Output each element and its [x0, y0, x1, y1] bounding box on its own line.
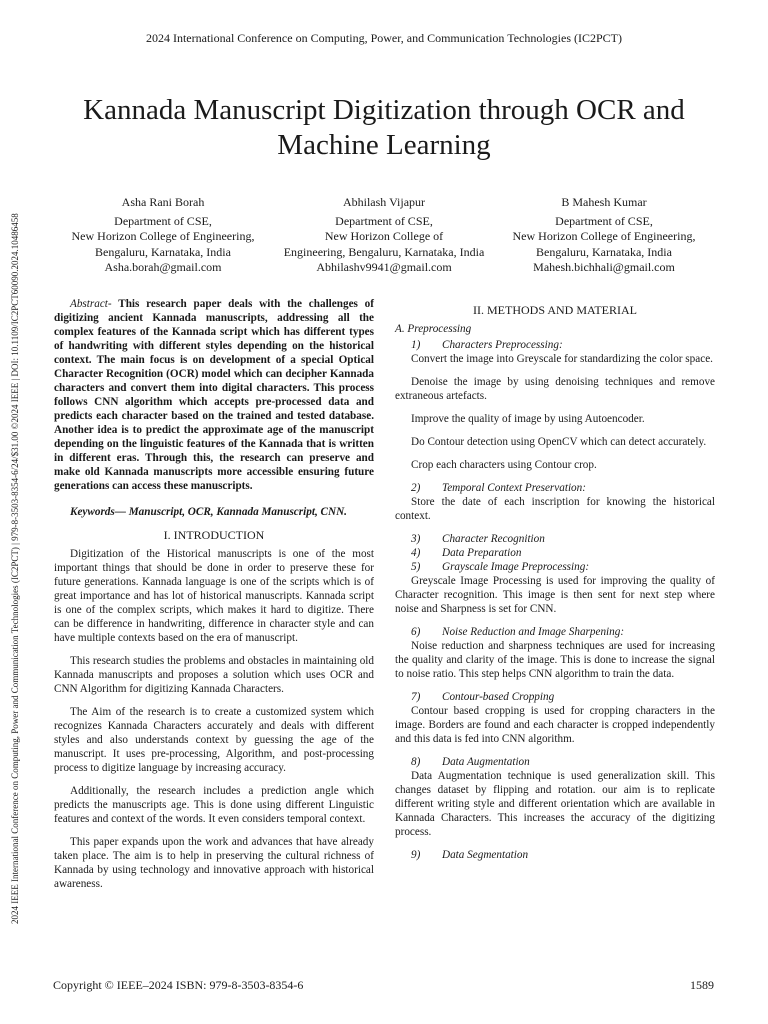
author-name: Asha Rani Borah — [121, 195, 205, 209]
body-paragraph: Contour based cropping is used for cropping characters in the image. Borders are found and each character is cropped independently and this data is fed into CNN algorithm. — [395, 705, 715, 745]
author-dept: Department of CSE, — [335, 213, 433, 228]
item-label: Character Recognition — [442, 533, 545, 545]
author-location: Bengaluru, Karnataka, India — [95, 244, 231, 259]
author-block-2 — [264, 195, 504, 276]
list-item-6 — [395, 625, 715, 639]
list-item-2 — [395, 481, 715, 495]
paper-title: Kannada Manuscript Digitization through OCR and Machine Learning — [83, 94, 685, 161]
body-paragraph: Store the date of each inscription for knowing the historical context. — [395, 496, 715, 522]
item-number: 2) — [411, 482, 421, 494]
author-name: Abhilash Vijapur — [342, 195, 426, 209]
intro-paragraph: Digitization of the Historical manuscripts is one of the most important things that should be done in order to preserve these for future generations. Kannada language is one of the scripts which is of great importance and has lot of historical manuscripts. Kannada script is one of the complex scripts, which makes it hard to digitize. There can be difference in handwriting, difference in character style and can have multiple contexts based on the era of manuscript. — [54, 548, 374, 644]
item-label: Characters Preprocessing: — [442, 339, 563, 351]
body-paragraph: Improve the quality of image by using Autoencoder. — [411, 413, 645, 425]
body-paragraph: Denoise the image by using denoising techniques and remove extraneous artefacts. — [395, 376, 715, 402]
side-doi-text: 2024 IEEE International Conference on Computing, Power and Communication Technologies (IC2PCT) | 979-8-3503-8354-6/24/$31.00 ©2024 IEEE | DOI: 10.1109/IC2PCT60090.2024.10486458 — [10, 213, 20, 924]
author-email: Mahesh.bichhali@gmail.com — [533, 260, 675, 274]
left-column — [54, 297, 374, 900]
body-paragraph: Greyscale Image Processing is used for improving the quality of Character recognition. This image is then sent for next step where noise and Sharpness is set for CNN. — [395, 575, 715, 615]
author-college: New Horizon College of Engineering, — [71, 229, 255, 243]
item-number: 5) — [411, 561, 421, 573]
list-item-4 — [395, 546, 715, 560]
item-label: Noise Reduction and Image Sharpening: — [442, 626, 625, 638]
item-label: Data Augmentation — [442, 756, 530, 768]
intro-heading: I. INTRODUCTION — [163, 528, 265, 542]
body-paragraph: Do Contour detection using OpenCV which can detect accurately. — [411, 436, 707, 448]
list-item-5 — [395, 560, 715, 574]
intro-paragraph: The Aim of the research is to create a customized system which recognizes Kannada Characters accurately and deals with different styles and also understands context by guessing the age of the manuscript. It uses pre-processing, Algorithm, and post-processing process to digitize language by increasing accuracy. — [54, 706, 374, 774]
author-email: Abhilashv9941@gmail.com — [316, 260, 452, 274]
author-college: New Horizon College of — [324, 229, 444, 243]
intro-paragraph: This research studies the problems and obstacles in maintaining old Kannada manuscripts and proposes a solution which uses OCR and CNN Algorithm for digitizing Kannada Characters. — [54, 655, 374, 695]
item-number: 7) — [411, 691, 421, 703]
item-number: 8) — [411, 756, 421, 768]
body-paragraph: Data Augmentation technique is used generalization skill. This changes dataset by flipping and rotation. our aim is to replicate different writing style and different orientation which are available in Kannada Characters. This increases the accuracy of the digitizing process. — [395, 770, 715, 838]
body-paragraph: Crop each characters using Contour crop. — [411, 459, 597, 471]
author-location: Bengaluru, Karnataka, India — [536, 244, 672, 259]
body-paragraph: Noise reduction and sharpness techniques are used for increasing the quality and clarity of the image. This is done to increase the signal to noise ratio. This step helps CNN algorithm to train the data. — [395, 640, 715, 680]
author-email: Asha.borah@gmail.com — [104, 260, 222, 274]
author-block-3 — [484, 195, 724, 276]
list-item-9 — [395, 848, 715, 862]
item-label: Data Segmentation — [442, 849, 529, 861]
intro-paragraph: Additionally, the research includes a prediction angle which predicts the manuscripts age. This is done using different Linguistic features and context of the words. It even considers temporal context. — [54, 785, 374, 825]
author-name: B Mahesh Kumar — [561, 195, 647, 209]
item-label: Grayscale Image Preprocessing: — [442, 561, 590, 573]
author-dept: Department of CSE, — [555, 213, 653, 228]
keywords: Keywords— Manuscript, OCR, Kannada Manuscript, CNN. — [70, 506, 347, 518]
author-block-1 — [43, 195, 283, 276]
right-column — [395, 297, 715, 862]
item-number: 1) — [411, 339, 421, 351]
list-item-8 — [395, 755, 715, 769]
item-label: Temporal Context Preservation: — [442, 482, 586, 494]
item-number: 3) — [411, 533, 421, 545]
page-number: 1589 — [690, 978, 714, 992]
intro-paragraph: This paper expands upon the work and advances that have already taken place. The aim is to help in preserving the cultural richness of Kannada by using technology and innovative approach with historical awareness. — [54, 836, 374, 890]
list-item-3 — [395, 532, 715, 546]
subsection-preprocessing: A. Preprocessing — [395, 323, 472, 335]
author-location: Engineering, Bengaluru, Karnataka, India — [283, 244, 485, 259]
footer-copyright: Copyright © IEEE–2024 ISBN: 979-8-3503-8354-6 — [53, 978, 304, 992]
abstract-label: Abstract- — [70, 298, 112, 310]
list-item-7 — [395, 690, 715, 704]
methods-heading: II. METHODS AND MATERIAL — [473, 303, 637, 317]
author-college: New Horizon College of Engineering, — [512, 229, 696, 243]
item-number: 9) — [411, 849, 421, 861]
list-item-1 — [395, 338, 715, 352]
body-paragraph: Convert the image into Greyscale for standardizing the color space. — [411, 353, 713, 365]
item-number: 4) — [411, 547, 421, 559]
abstract — [54, 297, 374, 493]
abstract-text: This research paper deals with the challenges of digitizing ancient Kannada manuscripts, addressing all the complex features of the Kannada script which has different types of handwriting with different styles depending on the historical context. The main focus is on development of a special Optical Character Recognition (OCR) model which can decipher Kannada characters and convert them into digital characters. This process follows CNN algorithm which accepts pre-processed data and predicts each character based on the trained and tested database. Another idea is to predict the approximate age of the manuscript depending on the linguistic features of the Kannada that is written in different eras. Through this, the research can preserve and make old Kannada manuscripts more accessible ensuring future generations can access these manuscripts. — [54, 298, 374, 492]
item-label: Data Preparation — [442, 547, 522, 559]
conference-header: 2024 International Conference on Computing, Power, and Communication Technologies (IC2PCT) — [145, 31, 623, 45]
author-dept: Department of CSE, — [114, 213, 212, 228]
item-label: Contour-based Cropping — [442, 691, 555, 703]
item-number: 6) — [411, 626, 421, 638]
